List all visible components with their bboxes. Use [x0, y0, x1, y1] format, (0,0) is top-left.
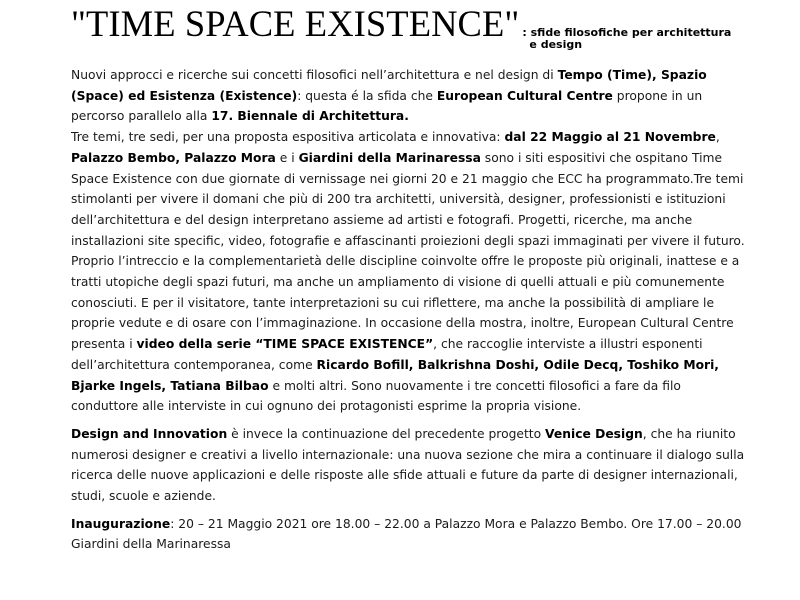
bold-text: European Cultural Centre [436, 88, 613, 103]
bold-text: Palazzo Bembo, Palazzo Mora [71, 150, 276, 165]
bold-text: Giardini della Marinaressa [298, 150, 481, 165]
page-title: "TIME SPACE EXISTENCE" [71, 3, 520, 44]
paragraph-intro [71, 65, 751, 417]
bold-text: dal 22 Maggio al 21 Novembre [504, 130, 716, 145]
text: , che raccoglie interviste a illustri esponenti dell’architettura contemporanea, come [71, 337, 703, 372]
text: , che ha riunito numerosi designer e creativi a livello internazionale: una nuova sezione che mira a continuare il dialogo sulla ricerca delle nuove applicazioni e delle risposte alle sfide attuali e future da parte di designer internazionali, studi, scuole e aziende. [71, 426, 745, 504]
bold-text: 17. Biennale di Architettura. [211, 109, 409, 124]
paragraph-inaugurazione [71, 514, 751, 555]
text: : questa é la sfida che [297, 88, 437, 103]
page-subtitle [522, 27, 752, 51]
paragraph-design-innovation [71, 424, 751, 507]
article-body [71, 65, 751, 562]
bold-text: video della serie “TIME SPACE EXISTENCE” [136, 337, 434, 352]
subtitle-line: : sfide filosofiche per architettura [522, 26, 732, 39]
text: è invece la continuazione del precedente progetto [227, 426, 546, 441]
subtitle-line: e design [529, 38, 583, 51]
text: : 20 – 21 Maggio 2021 ore 18.00 – 22.00 a Palazzo Mora e Palazzo Bembo. Ore 17.00 – 20.00 Giardini della Marinaressa [71, 516, 742, 552]
bold-text: Tempo (Time), Spazio (Space) ed Esistenza (Existence) [71, 68, 707, 103]
bold-text: Ricardo Bofill, Balkrishna Doshi, Odile Decq, Toshiko Mori, Bjarke Ingels, Tatiana Bilbao [71, 357, 719, 393]
bold-text: Design and Innovation [71, 426, 228, 441]
text: , [715, 130, 720, 145]
text: Nuovi approcci e ricerche sui concetti filosofici nell’architettura e nel design di [71, 68, 558, 82]
text: e molti altri. Sono nuovamente i tre concetti filosofici a fare da filo conduttore alle interviste in cui ognuno dei protagonisti esprime la propria visione. [71, 378, 681, 414]
bold-text: Venice Design [545, 426, 643, 441]
text: Tre temi, tre sedi, per una proposta espositiva articolata e innovativa: [71, 130, 505, 145]
text: propone in un percorso parallelo alla [71, 88, 703, 124]
heading [71, 3, 771, 51]
text: e i [275, 150, 299, 165]
text: sono i siti espositivi che ospitano Time Space Existence con due giornate di vernissage nei giorni 20 e 21 maggio che ECC ha programmato.Tre temi stimolanti per vivere il domani che più di 200 tra architetti, università, designer, professionisti e istituzioni dell’architettura e del design interpretano assieme ad artisti e fotografi. Progetti, ricerche, ma anche installazioni site specific, video, fotografie e affascinanti proiezioni degli spazi immaginati per vivere il futuro. Proprio l’intreccio e la complementarietà delle discipline coinvolte offre le proposte più originali, inattese e a tratti utopiche degli spazi futuri, ma anche un ampliamento di visione di quelli attuali e più comunemente conosciuti. E per il visitatore, tante interpretazioni su cui riflettere, ma anche la possibilità di ampliare le proprie vedute e di osare con l’immaginazione. In occasione della mostra, inoltre, European Cultural Centre presenta i [71, 150, 745, 352]
bold-text: Inaugurazione [71, 516, 171, 531]
